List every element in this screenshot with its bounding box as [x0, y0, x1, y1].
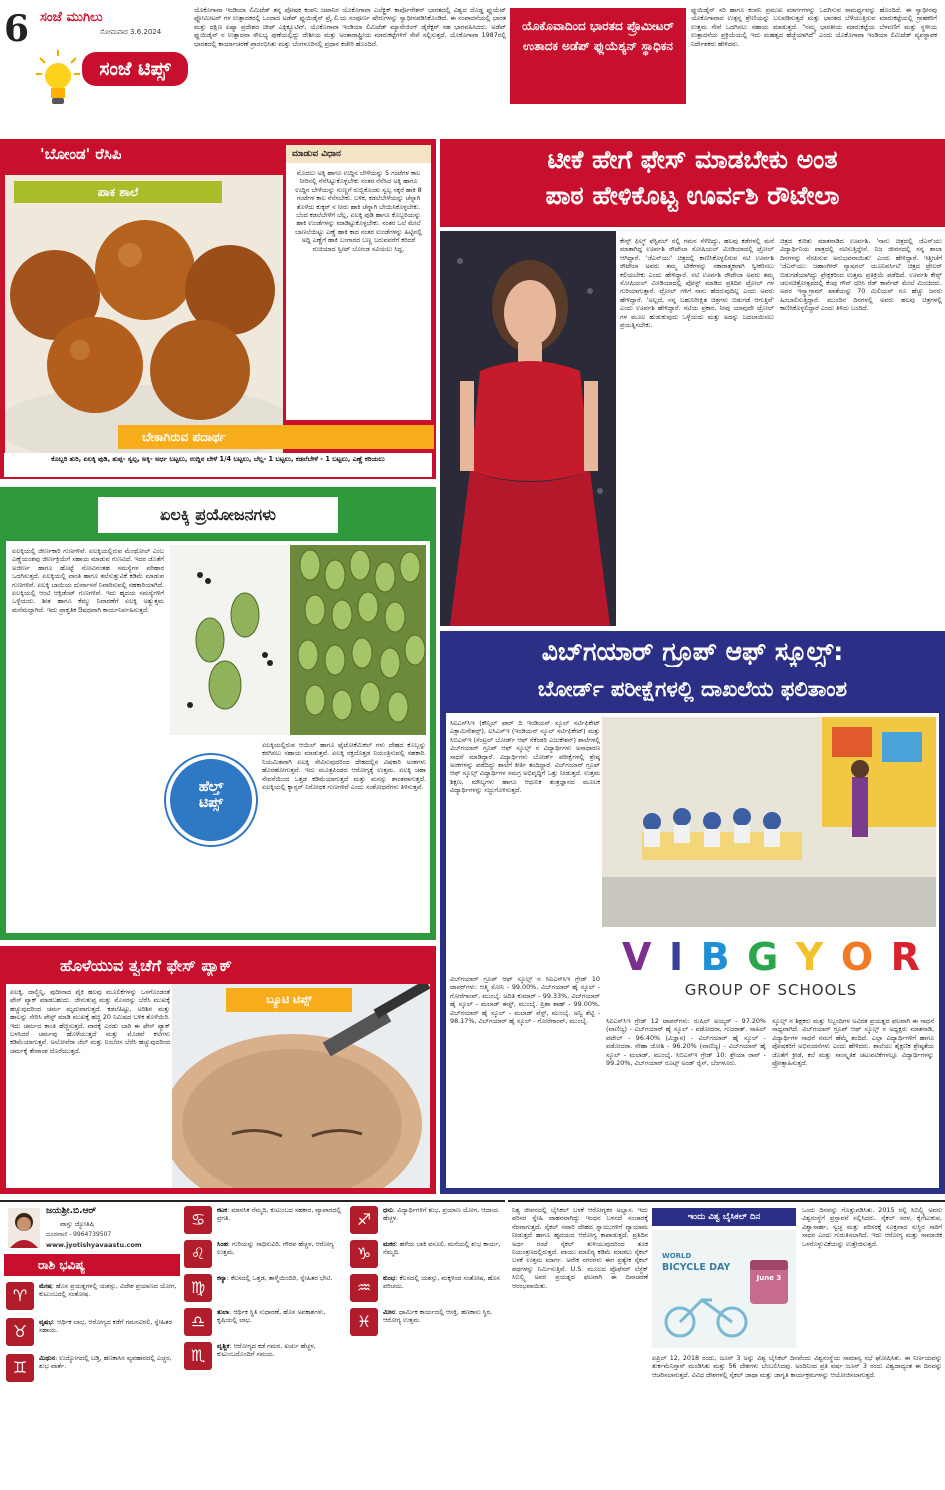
bicycle-col2b: ಏಪ್ರಿಲ್ 12, 2018 ರಂದು, ಜೂನ್ 3 ಅನ್ನು ವಿಶ್ವ ಬೈಸಿಕಲ್ ದಿನವೆಂದು ವಿಶ್ವಸಂಸ್ಥೆಯ ಸಾಮಾನ್ಯ ಸಭೆ ಘೋಷಿಸಿತು. ಈ ನಿರ್ಣಯವನ್ನು ತುರ್ಕಮೆನಿಸ್ತಾನ್ ಮಂಡಿಸಿತು ಮತ್ತು 56 ದೇಶಗಳು ಬೆಂಬಲಿಸಿದವು. ಅಂದಿನಿಂದ ಪ್ರತಿ ವರ್ಷ ಜೂನ್ 3 ರಂದು ವಿಶ್ವದಾದ್ಯಂತ ಈ ದಿನವನ್ನು ಆಚರಿಸಲಾಗುತ್ತದೆ. ವಿವಿಧ ದೇಶಗಳಲ್ಲಿ ಸೈಕಲ್ ಜಾಥಾ ಮತ್ತು ಜಾಗೃತಿ ಕಾರ್ಯಕ್ರಮಗಳನ್ನು ಆಯೋಜಿಸಲಾಗುತ್ತದೆ.: [652, 1354, 942, 1379]
vibgyor-logo: [606, 935, 936, 1011]
bicycle-day-section: [508, 1200, 945, 1490]
rashi-separator: :: [229, 1308, 234, 1316]
vibgyor-headline-2: ಬೋರ್ಡ್ ಪರೀಕ್ಷೆಗಳಲ್ಲಿ ದಾಖಲೆಯ ಫಲಿತಾಂಶ: [537, 677, 848, 701]
zodiac-icon: ♈: [6, 1282, 34, 1310]
rashi-separator: :: [227, 1206, 232, 1214]
rashi-entry: [184, 1308, 346, 1336]
poster-title: BICYCLE DAY: [662, 1262, 731, 1273]
rashi-name: ಕಟಕ: [217, 1206, 228, 1214]
rashi-body: [39, 1282, 180, 1299]
top-story-col1: ಯೊಕೊಗಾವಾ ಇಂಡಿಯಾ ಲಿಮಿಟೆಡ್ ತನ್ನ ಪೋಷಕ ಕಂಪನಿ ಜಪಾನಿನ ಯೊಕೊಗಾವಾ ಎಲೆಕ್ಟ್ರಿಕ್ ಕಾರ್ಪೊರೇಶನ್ ಭಾರತದಲ್ಲಿ ವಿಶ್ವದ ದೊಡ್ಡ ಫ್ಲುಯೆಟ್ ಫ್ಲೋಮೀಟರ್ ಗಳ ಉತ್ಪಾದಕರಲ್ಲಿ ಒಂದಾದ ಅಡೆಪ್ ಫ್ಲುಯಿಡೈನ್ ಪ್ರೈ.ಲಿ.ಯ ಸಂಪೂರ್ಣ ಷೇರುಗಳನ್ನು ಸ್ವಾಧೀನಪಡಿಸಿಕೊಂಡಿದೆ. ಈ ಸಂಪಾದನೆಯಲ್ಲಿ ಭಾರತ ಮತ್ತು ದಕ್ಷಿಣ ಏಷ್ಯಾ ಪ್ರದೇಶದ ಚೀಫ್ ಎಕ್ಸಿಕ್ಯೂಟಿವ್, ಯೊಕೊಗಾವಾ ಇಂಡಿಯಾ ಲಿಮಿಟೆಡ್ ಮ್ಯಾನೇಜಿಂಗ್ ಡೈರೆಕ್ಟರ್ ಸಹ ಭಾಗವಹಿಸಿದರು. ಅಡೆಪ್ ಫ್ಲುಯಿಡೈನ್ ನ ಉತ್ಪಾದನಾ ಸೌಲಭ್ಯ ಪುಣೆಯಲ್ಲಿದ್ದು ದೇಶೀಯ ಮತ್ತು ಅಂತಾರಾಷ್ಟ್ರೀಯ ಮಾರುಕಟ್ಟೆಗಳಿಗೆ ಸೇವೆ ಸಲ್ಲಿಸುತ್ತದೆ. ಯೊಕೊಗಾವಾ 1987ರಲ್ಲಿ ಭಾರತದಲ್ಲಿ ಕಾರ್ಯಾಚರಣೆ ಪ್ರಾರಂಭಿಸಿತು ಮತ್ತು ಬೆಂಗಳೂರಿನಲ್ಲಿ ಪ್ರಧಾನ ಕಚೇರಿ ಹೊಂದಿದೆ.: [194, 6, 506, 48]
bonda-image: [5, 175, 283, 457]
rashi-body: [217, 1206, 346, 1223]
bicycle-col2a: ಒಂದು ದಿನವನ್ನು ಗೊತ್ತುಪಡಿಸಿತು. 2015 ರಲ್ಲಿ ಸಿಬಿಲ್ಸ್ಕಿ ಅವರು ವಿಶ್ವಸಂಸ್ಥೆಗೆ ಪ್ರಸ್ತಾವನೆ ಸಲ್ಲಿಸಿದರು. ಸೈಕಲ್ ಸರಳ, ಕೈಗೆಟುಕುವ, ವಿಶ್ವಾಸಾರ್ಹ, ಸ್ವಚ್ಛ ಮತ್ತು ಪರಿಸರಕ್ಕೆ ಸೂಕ್ತವಾದ ಸುಸ್ಥಿರ ಸಾರಿಗೆ ಸಾಧನ ಎಂದು ಗುರುತಿಸಲಾಗಿದೆ. ಇದು ಆರೋಗ್ಯ ಮತ್ತು ಸಾಮಾಜಿಕ ಒಳಗೊಳ್ಳುವಿಕೆಯನ್ನು ಉತ್ತೇಜಿಸುತ್ತದೆ.: [802, 1206, 942, 1248]
urvashi-headline-box: [440, 139, 945, 227]
rashi-body: [39, 1318, 180, 1335]
health-badge-line1: ಹೆಲ್ತ್: [198, 779, 224, 795]
health-badge-line2: ಟಿಪ್ಸ್: [199, 795, 223, 811]
vibgyor-col3: ಸ್ಕೂಲ್ಸ್ ನ ಶಿಕ್ಷಕರು ಮತ್ತು ಸಿಬ್ಬಂದಿಗಳ ಅವಿರತ ಪ್ರಯತ್ನದ ಫಲವಾಗಿ ಈ ಸಾಧನೆ ಸಾಧ್ಯವಾಗಿದೆ. ವಿಬ್‌ಗಯಾರ್ ಗ್ರೂಪ್ ಆಫ್ ಸ್ಕೂಲ್ಸ್ ನ ಅಧ್ಯಕ್ಷರು ಮಾತನಾಡಿ, ವಿದ್ಯಾರ್ಥಿಗಳ ಸಾಧನೆ ನಮಗೆ ಹೆಮ್ಮೆ ತಂದಿದೆ. ಎಲ್ಲಾ ವಿದ್ಯಾರ್ಥಿಗಳಿಗೆ ಹಾಗೂ ಪೋಷಕರಿಗೆ ಅಭಿನಂದನೆಗಳು ಎಂದು ಹೇಳಿದರು. ಶಾಲೆಯು ಶೈಕ್ಷಣಿಕ ಶ್ರೇಷ್ಠತೆಯ ಜೊತೆಗೆ ಕ್ರೀಡೆ, ಕಲೆ ಮತ್ತು ಸಾಂಸ್ಕೃತಿಕ ಚಟುವಟಿಕೆಗಳಲ್ಲೂ ವಿದ್ಯಾರ್ಥಿಗಳನ್ನು ಪ್ರೋತ್ಸಾಹಿಸುತ್ತದೆ.: [772, 1017, 934, 1068]
urvashi-headline-2: ಪಾಠ ಹೇಳಿಕೊಟ್ಟ ಊರ್ವಶಿ ರೌಟೇಲಾ: [545, 181, 840, 210]
poster-date: June 3: [756, 1274, 782, 1282]
zodiac-icon: ♓: [350, 1308, 378, 1336]
recipe-tag: ಪಾಕ ಶಾಲೆ: [14, 181, 222, 203]
top-story: [194, 6, 940, 133]
bicycle-poster: [652, 1230, 796, 1348]
health-tips-badge: [166, 755, 256, 845]
rashi-text: ಗುರಿಯನ್ನು ಸಾಧಿಸುವಿರಿ, ಗೌರವ ಹೆಚ್ಚಳ, ಆರೋಗ್ಯ ಉತ್ತಮ.: [217, 1240, 334, 1257]
rashi-text: ಆರ್ಥಿಕ ಲಾಭ, ಆರೋಗ್ಯದ ಕಡೆಗೆ ಗಮನವಿರಲಿ, ಸ್ನೇಹಿತರ ಸಹಾಯ.: [39, 1318, 172, 1335]
facepack-body: [6, 984, 430, 1188]
cardamom-col1: ಏಲಕ್ಕಿಯಲ್ಲಿ ಜೀರ್ಣಕಾರಿ ಗುಣಗಳಿವೆ. ಏಲಕ್ಕಿಯಲ್ಲಿರುವ ಮೆಂಥೋಲ್ ಎಂಬ ಎಣ್ಣೆಯಂಶವು ಜೀರ್ಣಕ್ರಿಯೆಗೆ ಸಹಾಯ ಮಾಡುವ ಗುಣವಿದೆ. ಇದರ ಜೊತೆಗೆ ಅಜೀರ್ಣ ಹಾಗೂ ಹೊಟ್ಟೆ ನೋವಿನಂತಹ ಸಮಸ್ಯೆಗಳ ಪರಿಹಾರ ಒದಗಿಸುತ್ತದೆ. ಏಲಕ್ಕಿಯಲ್ಲಿ ವಾಂತಿ ಹಾಗೂ ತಲೆಸುತ್ತುವಿಕೆ ಕಡಿಮೆ ಮಾಡುವ ಗುಣಗಳಿವೆ. ಏಲಕ್ಕಿ ಬಾಯಿಯ ದುರ್ವಾಸನೆ ನಿವಾರಿಸುವಲ್ಲಿ ಸಹಕಾರಿಯಾಗಿದೆ. ಏಲಕ್ಕಿಯಲ್ಲಿ ಆಂಟಿ ಆಕ್ಸಿಡೆಂಟ್ ಗುಣಗಳಿವೆ. ಇದು ಹೃದಯ ಸಮಸ್ಯೆಗಳಿಗೆ ಒಳ್ಳೆಯದು. ಶೀತ ಹಾಗೂ ಕೆಮ್ಮು ನಿವಾರಣೆಗೆ ಏಲಕ್ಕಿ ಅತ್ಯುತ್ತಮ ಮನೆಮದ್ದಾಗಿದೆ. ಇದು ಪ್ರಾಕೃತಿಕ ಔಷಧವಾಗಿ ಕಾರ್ಯನಿರ್ವಹಿಸುತ್ತದೆ.: [12, 547, 164, 614]
cardamom-section: [0, 487, 436, 940]
urvashi-headline-1: ಟೀಕೆ ಹೇಗೆ ಫೇಸ್ ಮಾಡಬೇಕು ಅಂತ: [547, 145, 838, 174]
rashi-separator: :: [394, 1308, 399, 1316]
page-number: 6: [4, 8, 30, 50]
ingredients-text: ಕೊಬ್ಬರಿ ತುರಿ, ಏಲಕ್ಕಿ ಪುಡಿ, ತುಪ್ಪ- ಸ್ವಲ್ಪ, ಅಕ್ಕಿ- ಅರ್ಧ ಬಟ್ಟಲು, ಉದ್ದಿನ ಬೇಳೆ 1/4 ಬಟ್ಟಲು, ಬೆಲ್ಲ- 1 ಬಟ್ಟಲು, ಕಡಲೆಬೇಳೆ - 1 ಬಟ್ಟಲು, ಎಣ್ಣೆ ಕರಿಯಲು: [4, 453, 432, 477]
urvashi-col2: ಚಿತ್ರದ ಕುರಿತು ಮಾತನಾಡಿದ ಊರ್ವಶಿ, 'ನಾನು ಚಿತ್ರದಲ್ಲಿ ಜೆಎನ್‌ಯು ವಿದ್ಯಾರ್ಥಿನಿಯ ಪಾತ್ರದಲ್ಲಿ ನಟಿಸುತ್ತಿದ್ದೇನೆ. ನಿಜ ಜೀವನದಲ್ಲಿ ನನ್ನ ಶಾಲಾ ದಿನಗಳನ್ನು ನೆನಪಿಸುವ ಅನುಭವವಾಯಿತು' ಎಂದು ಹೇಳಿದ್ದಾರೆ. ಇತ್ತೀಚೆಗೆ 'ಜೆಎನ್‌ಯು: ಜಹಾಂಗೀರ್ ನ್ಯಾಷನಲ್ ಯೂನಿವರ್ಸಿಟಿ' ಚಿತ್ರದ ಟ್ರೇಲರ್ ಬಿಡುಗಡೆಯಾಗಿದ್ದು ಪ್ರೇಕ್ಷಕರಿಂದ ಉತ್ತಮ ಪ್ರತಿಕ್ರಿಯೆ ಪಡೆದಿದೆ. ಊರ್ವಶಿ ಕೇನ್ಸ್ ಚಲನಚಿತ್ರೋತ್ಸವದಲ್ಲಿ ಕೆಂಪು ಗೌನ್ ಧರಿಸಿ ರೆಡ್ ಕಾರ್ಪೆಟ್ ಮೇಲೆ ಮಿಂಚಿದರು. ಅವರ ಇನ್ಸ್ಟಾಗ್ರಾಮ್ ಖಾತೆಯನ್ನು 70 ಮಿಲಿಯನ್ ಗೂ ಹೆಚ್ಚು ಜನರು ಹಿಂಬಾಲಿಸುತ್ತಿದ್ದಾರೆ. ಮುಂದಿನ ದಿನಗಳಲ್ಲಿ ಅವರು ಹಲವು ಚಿತ್ರಗಳಲ್ಲಿ ಕಾಣಿಸಿಕೊಳ್ಳಲಿದ್ದಾರೆ ಎಂದು ತಿಳಿದು ಬಂದಿದೆ.: [780, 237, 942, 313]
rashi-separator: :: [51, 1282, 56, 1290]
urvashi-photo: [440, 231, 616, 626]
cardamom-body: [6, 541, 430, 933]
rashi-text: ಧಾರ್ಮಿಕ ಕಾರ್ಯದಲ್ಲಿ ಆಸಕ್ತಿ, ಹಣಕಾಸು ಸ್ಥಿರ, ಆರೋಗ್ಯ ಉತ್ತಮ.: [383, 1308, 493, 1325]
astrologer-role: ವಾಸ್ತು ಜ್ಯೋತಿಷಿ: [60, 1220, 95, 1228]
rashi-entry: [184, 1240, 346, 1268]
rashi-text: ವಿದ್ಯಾರ್ಥಿಗಳಿಗೆ ಶುಭ, ಪ್ರಯಾಣ ಯೋಗ, ಆದಾಯ ಹೆಚ್ಚಳ.: [383, 1206, 499, 1223]
bicycle-col1: ನಿತ್ಯ ಜೀವನದಲ್ಲಿ ಬೈಸಿಕಲ್ ಬಳಕೆ ಆರೋಗ್ಯಕರ ಅಭ್ಯಾಸ. ಇದು ಪರಿಸರ ಸ್ನೇಹಿ ವಾಹನವಾಗಿದ್ದು ಇಂಧನ ಬಳಸದೆ ಸಂಚಾರಕ್ಕೆ ನೆರವಾಗುತ್ತದೆ. ಸೈಕಲ್ ಸವಾರಿ ದೇಹದ ಸ್ನಾಯುಗಳಿಗೆ ವ್ಯಾಯಾಮ ನೀಡುತ್ತದೆ ಹಾಗೂ ಹೃದಯದ ಆರೋಗ್ಯ ಕಾಪಾಡುತ್ತದೆ. ಪ್ರತಿದಿನ ಅರ್ಧ ಗಂಟೆ ಸೈಕಲ್ ತುಳಿಯುವುದರಿಂದ ತೂಕ ನಿಯಂತ್ರಣದಲ್ಲಿರುತ್ತದೆ. ವಾಯು ಮಾಲಿನ್ಯ ಕಡಿಮೆ ಮಾಡಲು ಸೈಕಲ್ ಬಳಕೆ ಉತ್ತಮ ಮಾರ್ಗ. ಅನೇಕ ನಗರಗಳು ಈಗ ಪ್ರತ್ಯೇಕ ಸೈಕಲ್ ಪಥಗಳನ್ನು ನಿರ್ಮಿಸುತ್ತಿವೆ. U.S. ಮೂಲದ ಪ್ರೊಫೆಸರ್ ಲೆಸ್ಜೆಕ್ ಸಿಬಿಲ್ಸ್ಕಿ ಅವರ ಪ್ರಯತ್ನದ ಫಲವಾಗಿ ಈ ದಿನಾಚರಣೆ ಆರಂಭವಾಯಿತು.: [512, 1206, 648, 1290]
rashi-entry: [184, 1342, 346, 1370]
method-text: ಮೊದಲು ಅಕ್ಕಿ ಹಾಗೂ ಉದ್ದಿನ ಬೇಳೆಯನ್ನು 5 ಗಂಟೆಗಳ ಕಾಲ ನೀರಿನಲ್ಲಿ ನೆನೆಸಿಟ್ಟುಕೊಳ್ಳಬೇಕು ನಂತರ ನೆನೆಸಿದ ಅಕ್ಕಿ ಹಾಗೂ ಉದ್ದಿನ ಬೇಳೆಯನ್ನು ನುಣ್ಣಗೆ ರುಬ್ಬಿಕೊಂಡು ಸ್ವಲ್ಪ ಸಕ್ಕರೆ ಹಾಕಿ 8 ಗಂಟೆಗಳ ಕಾಲ ನೆನೆಸಬೇಕು. ಬಳಿಕ, ಕಡಲೆಬೇಳೆಯನ್ನು ಚೆನ್ನಾಗಿ ತೊಳೆದು ಕುಕ್ಕರ್ ನ ನೀರು ಹಾಕಿ ಚೆನ್ನಾಗಿ ಬೇಯಿಸಿಕೊಳ್ಳಬೇಕು. ಬೆಂದ ಕಡಲೆಬೇಳೆಗೆ ಬೆಲ್ಲ, ಏಲಕ್ಕಿ ಪುಡಿ ಹಾಗೂ ಕೊಬ್ಬರಿಯನ್ನು ಹಾಕಿ ಉಂಡೆಗಳನ್ನು ಮಾಡಿಟ್ಟುಕೊಳ್ಳಬೇಕು. ನಂತರ ಒಲೆ ಮೇಲೆ ಬಾಣಲೆಯಿಟ್ಟು ಎಣ್ಣೆ ಹಾಕಿ ಕಾದ ನಂತರ ಉಂಡೆಗಳನ್ನು ಹಿಟ್ಟಿನಲ್ಲಿ ಅದ್ದಿ ಎಣ್ಣೆಗೆ ಹಾಕಿ ಬಂಗಾರದ ಬಣ್ಣ ಬರುವವರೆಗೆ ಕರಿದರೆ ರುಚಿಯಾದ ಸ್ವೀಟ್ ಬೋಂಡ ಸವಿಯಲು ಸಿದ್ಧ.: [295, 169, 422, 253]
urvashi-col1: ಕೇನ್ಸ್ ಫಿಲ್ಮ್ ಫೆಸ್ಟಿವಲ್ ನಲ್ಲಿ ಗಮನ ಸೆಳೆದಿದ್ದು, ಹಲವು ಕಡೆಗಳಲ್ಲಿ ಮನೆ ಮಾತಾಗಿದ್ದ ಊರ್ವಶಿ ರೌಟೇಲಾ ಸೋಷಿಯಲ್ ಮೀಡಿಯಾದಲ್ಲಿ ಟ್ರೋಲ್ ಆಗಿದ್ದಾರೆ. 'ಜೆಎನ್‌ಯು' ಚಿತ್ರದಲ್ಲಿ ಕಾಣಿಸಿಕೊಳ್ಳಲಿರುವ ನಟಿ ಊರ್ವಶಿ ರೌಟೇಲಾ ಅವರು ತಮ್ಮ ಟೀಕೆಗಳನ್ನು ಸಕಾರಾತ್ಮಕವಾಗಿ ಸ್ವೀಕರಿಸಲು ಕಲಿಯಬೇಕು ಎಂದು ಹೇಳಿದ್ದಾರೆ. ನಟಿ ಊರ್ವಶಿ ರೌಟೇಲಾ ಅವರು ತಮ್ಮ ಸೋಷಿಯಲ್ ಮೀಡಿಯಾದಲ್ಲಿ ಪೋಸ್ಟ್ ಮಾಡಿದ ಪ್ರತಿದಿನ ಟ್ರೋಲ್ ಗಳ ಗುರಿಯಾಗುತ್ತಾರೆ. ಟ್ರೋಲ್ ಗಳಿಗೆ ನಾನು ಹೆದರುವುದಿಲ್ಲ ಎಂದು ಅವರು ಹೇಳಿದ್ದಾರೆ. 'ಅಲ್ಲದೆ, ನನ್ನ ಬಹುನಿರೀಕ್ಷಿತ ಚಿತ್ರಗಳು ಬಿಡುಗಡೆ ಆಗುತ್ತಿವೆ' ಎಂದು ಊರ್ವಶಿ ಹೇಳಿದ್ದಾರೆ. ನಟಿಯ ಪ್ರಕಾರ, ನೀವು ಯಾವುದೇ ಟ್ರೋಲ್ ಗಳ ಮೂಲ ಹುಡುಕುವುದು ಒಳ್ಳೆಯದು ಮತ್ತು ಅದನ್ನು ಬದಲಾಯಿಸಲು ಪ್ರಯತ್ನಿಸಬೇಕು.: [620, 237, 774, 330]
rashi-body: [39, 1354, 180, 1371]
vibgyor-logo-letters: [606, 935, 936, 979]
zodiac-icon: ♍: [184, 1274, 212, 1302]
rashi-separator: :: [227, 1240, 233, 1248]
zodiac-icon: ♉: [6, 1318, 34, 1346]
top-story-col2: ಫ್ಲುಯಿಡೈನ್ ಸರಿ ಹಾಗೂ ಕಂಪನಿ ಪ್ರಮುಖ ಮಾರ್ಗಗಳನ್ನು ಒದಗಿಸುವ ಸಾಮರ್ಥ್ಯವನ್ನು ಹೊಂದಿದೆ. ಈ ಸ್ವಾಧೀನವು ಯೊಕೊಗಾವಾದ ಉತ್ಪನ್ನ ಶ್ರೇಣಿಯನ್ನು ಬಲಪಡಿಸುತ್ತದೆ ಮತ್ತು ಭಾರತದ ಬೆಳೆಯುತ್ತಿರುವ ಮಾರುಕಟ್ಟೆಯಲ್ಲಿ ಗ್ರಾಹಕರಿಗೆ ಉತ್ತಮ ಸೇವೆ ಒದಗಿಸಲು ಸಹಾಯ ಮಾಡುತ್ತದೆ. "ನಮ್ಮ ಭಾರತೀಯ ಮಾರುಕಟ್ಟೆಯ ಬೆಳವಣಿಗೆ ಮತ್ತು ಸ್ಥಳೀಯ ಉತ್ಪಾದನೆಯ ಪ್ರಕ್ರಿಯೆಯಲ್ಲಿ ಇದು ಮಹತ್ವದ ಹೆಜ್ಜೆಯಾಗಿದೆ" ಎಂದು ಯೊಕೊಗಾವಾ ಇಂಡಿಯಾ ಲಿಮಿಟೆಡ್ ವ್ಯವಸ್ಥಾಪಕ ನಿರ್ದೇಶಕರು ಹೇಳಿದರು.: [691, 6, 937, 48]
vibgyor-photo: [602, 717, 936, 927]
rashi-name: ವೃಶ್ಚಿಕ: [217, 1342, 230, 1350]
rashi-name: ವೃಷಭ: [39, 1318, 53, 1326]
rashi-entry: [6, 1318, 180, 1346]
method-panel: [286, 145, 431, 420]
zodiac-icon: ♐: [350, 1206, 378, 1234]
rashi-name: ಸಿಂಹ: [217, 1240, 228, 1248]
zodiac-icon: ♌: [184, 1240, 212, 1268]
astrologer-avatar: [8, 1208, 40, 1248]
bulb-icon: [36, 50, 80, 108]
masthead: [0, 0, 192, 133]
facepack-image: [172, 984, 430, 1188]
rashi-text: ಕೆಲಸದಲ್ಲಿ ಯಶಸ್ಸು, ಮಕ್ಕಳಿಂದ ಸಂತೋಷ, ಹೊಸ ಪರಿಚಯ.: [383, 1274, 500, 1291]
rashi-text: ಕೆಲಸದಲ್ಲಿ ಒತ್ತಡ, ತಾಳ್ಮೆಯಿಂದಿರಿ, ಸ್ನೇಹಿತರ ಭೇಟಿ.: [230, 1274, 333, 1282]
recipe-photo: [5, 175, 283, 457]
zodiac-icon: ♏: [184, 1342, 212, 1370]
rashi-name: ಮಿಥುನ: [39, 1354, 56, 1362]
rashi-text: ಹೊಸ ಪ್ರಯತ್ನಗಳಲ್ಲಿ ಯಶಸ್ಸು, ವಿದೇಶ ಪ್ರಯಾಣದ ಯೋಗ, ಕುಟುಂಬದಲ್ಲಿ ಸಂತೋಷ.: [39, 1282, 177, 1299]
cardamom-col2: ಏಲಕ್ಕಿಯಲ್ಲಿರುವ ಆಯಿಲ್ ಹಾಗೂ ಫೈಟೋಕೆಮಿಕಲ್ ಗಳು ದೇಹದ ಕೊಬ್ಬನ್ನು ಕರಗಿಸಲು ಸಹಾಯ ಮಾಡುತ್ತವೆ. ಏಲಕ್ಕಿ ರಕ್ತದೊತ್ತಡ ನಿಯಂತ್ರಿಸುವಲ್ಲಿ ಸಹಕಾರಿ. ನಿಯಮಿತವಾಗಿ ಏಲಕ್ಕಿ ಸೇವಿಸುವುದರಿಂದ ದೇಹದಲ್ಲಿನ ವಿಷಕಾರಿ ಅಂಶಗಳು ಹೊರಹೋಗುತ್ತವೆ. ಇದು ಮೂತ್ರಪಿಂಡದ ಆರೋಗ್ಯಕ್ಕೆ ಉತ್ತಮ. ಏಲಕ್ಕಿ ಚಹಾ ಸೇವನೆಯಿಂದ ಒತ್ತಡ ಕಡಿಮೆಯಾಗುತ್ತದೆ ಮತ್ತು ಮನಸ್ಸು ಶಾಂತವಾಗುತ್ತದೆ. ಏಲಕ್ಕಿಯಲ್ಲಿ ಕ್ಯಾನ್ಸರ್ ನಿರೋಧಕ ಗುಣಗಳಿವೆ ಎಂದು ಸಂಶೋಧನೆಗಳು ತಿಳಿಸುತ್ತವೆ.: [262, 741, 426, 792]
rashi-body: [217, 1240, 346, 1257]
astrologer-phone: ದೂರವಾಣಿ - 9964739507: [46, 1231, 112, 1238]
zodiac-icon: ♋: [184, 1206, 212, 1234]
rashi-entry: [350, 1240, 502, 1268]
vibgyor-body: [446, 713, 939, 1188]
rashi-name: ತುಲಾ: [217, 1308, 230, 1316]
rashi-name: ಕನ್ಯಾ: [217, 1274, 227, 1282]
logo-letter-i: I: [668, 935, 684, 979]
rashi-right-col: [350, 1206, 502, 1490]
bicycle-icon: [652, 1230, 796, 1348]
vibgyor-results-2: ಸಿಐಎಸ್‌ಸಿಇ ಗ್ರೇಡ್ 12 ಟಾಪರ್‌ಗಳು: ರುಷಿಲ್ ಅಯ್ಯರ್ - 97.20% (ವಾಣಿಜ್ಯ) - ವಿಬ್‌ಗಯಾರ್ ಹೈ ಸ್ಕೂಲ್ - ವಡೋದರಾ, ಗುಜರಾತ್. ಸಾಹಿಲ್ ಪಟೇಲ್ - 96.40% (ವಿಜ್ಞಾನ) - ವಿಬ್‌ಗಯಾರ್ ಹೈ ಸ್ಕೂಲ್ - ವಡೋದರಾ. ನೇಹಾ ಜೋಶಿ - 96.20% (ವಾಣಿಜ್ಯ) - ವಿಬ್‌ಗಯಾರ್ ಹೈ ಸ್ಕೂಲ್ - ಮಲಾಡ್, ಮುಂಬೈ. ಸಿಬಿಎಸ್‌ಇ ಗ್ರೇಡ್ 10: ಶ್ರೇಯಾ ರಾವ್ - 99.20%, ವಿಬ್‌ಗಯಾರ್ ರೂಟ್ಸ್ ಅಂಡ್ ರೈಸ್, ಬೆಂಗಳೂರು.: [606, 1017, 766, 1068]
issue-date: ಸೋಮವಾರ 3.6.2024: [100, 28, 162, 36]
cardamom-image: [170, 545, 426, 735]
rashi-entry: [184, 1274, 346, 1302]
recipe-section: [0, 139, 436, 479]
logo-letter-o: O: [840, 935, 874, 979]
zodiac-icon: ♊: [6, 1354, 34, 1382]
zodiac-icon: ♎: [184, 1308, 212, 1336]
logo-letter-r: R: [890, 935, 920, 979]
zodiac-icon: ♒: [350, 1274, 378, 1302]
rashi-title: ರಾಶಿ ಭವಿಷ್ಯ: [4, 1254, 180, 1276]
vibgyor-logo-sub: GROUP OF SCHOOLS: [684, 981, 858, 999]
rashi-body: [383, 1206, 502, 1223]
rashi-middle-col: [184, 1206, 346, 1490]
rashi-text: ಮಾನಸಿಕ ನೆಮ್ಮದಿ, ಕುಟುಂಬದ ಸಹಕಾರ, ವ್ಯಾಪಾರದಲ್ಲಿ ಪ್ರಗತಿ.: [217, 1206, 342, 1223]
rashi-body: [217, 1308, 346, 1325]
zodiac-icon: ♑: [350, 1240, 378, 1268]
bicycle-title: ಇಂದು ವಿಶ್ವ ಬೈಸಿಕಲ್ ದಿನ: [652, 1208, 796, 1226]
astrologer-web: www.jyotishyavaastu.com: [46, 1241, 142, 1249]
rashi-entry: [350, 1206, 502, 1234]
facepack-section: [0, 946, 436, 1194]
rashi-body: [383, 1274, 502, 1291]
beauty-tips-tag: ಬ್ಯೂಟಿ ಟಿಪ್ಸ್: [226, 988, 352, 1012]
rashi-text: ಆರ್ಥಿಕ ಸ್ಥಿತಿ ಸುಧಾರಣೆ, ಹೊಸ ಅವಕಾಶಗಳು, ಕೃಷಿಯಲ್ಲಿ ಲಾಭ.: [217, 1308, 326, 1325]
rashi-name: ಮೇಷ: [39, 1282, 52, 1290]
rashi-entry: [184, 1206, 346, 1234]
cardamom-title-box: [98, 497, 338, 533]
facepack-text: ಏಲಕ್ಕಿ, ದಾಲ್ಚಿನ್ನಿ, ಪುದೀನಾದ ಪೈಕಿ ಹಲವು ಮೂಲಿಕೆಗಳನ್ನು ಒಳಗೊಂಡಂತೆ ಫೇಸ್ ಪ್ಯಾಕ್ ಮಾಡಬಹುದು. ಜೇನುತುಪ್ಪ ಮತ್ತು ಮೊಸರನ್ನು ಬೆರೆಸಿ ಮುಖಕ್ಕೆ ಹಚ್ಚುವುದರಿಂದ ಚರ್ಮ ಮೃದುವಾಗುತ್ತದೆ. ಕಡಲೆಹಿಟ್ಟು, ಅರಿಶಿನ ಮತ್ತು ಹಾಲನ್ನು ಸೇರಿಸಿ ಪೇಸ್ಟ್ ಮಾಡಿ ಮುಖಕ್ಕೆ ಹಚ್ಚಿ 20 ನಿಮಿಷದ ಬಳಿಕ ತೊಳೆಯಿರಿ. ಇದು ಚರ್ಮದ ಕಾಂತಿ ಹೆಚ್ಚಿಸುತ್ತದೆ. ವಾರಕ್ಕೆ ಎರಡು ಬಾರಿ ಈ ಫೇಸ್ ಪ್ಯಾಕ್ ಬಳಸಿದರೆ ಚರ್ಮವು ಹೊಳೆಯುತ್ತದೆ ಮತ್ತು ಮೊಡವೆ ಕಲೆಗಳು ಕಡಿಮೆಯಾಗುತ್ತವೆ. ಅಲೋವೆರಾ ಜೆಲ್ ಮತ್ತು ನಿಂಬೆರಸ ಬೆರೆಸಿ ಹಚ್ಚುವುದರಿಂದ ಚರ್ಮಕ್ಕೆ ತೇವಾಂಶ ದೊರೆಯುತ್ತದೆ.: [10, 988, 170, 1055]
urvashi-section: [440, 139, 945, 626]
rashi-text: ಹಳೆಯ ಬಾಕಿ ವಸೂಲಿ, ಮನೆಯಲ್ಲಿ ಶುಭ ಕಾರ್ಯ, ನೆಮ್ಮದಿ.: [383, 1240, 501, 1257]
facepack-title: ಹೊಳೆಯುವ ತ್ವಚೆಗೆ ಫೇಸ್ ಪ್ಯಾಕ್: [60, 956, 232, 975]
rashi-body: [217, 1274, 346, 1282]
top-story-headline-box: [510, 8, 686, 104]
vibgyor-section: [440, 631, 945, 1194]
logo-letter-g: G: [747, 935, 779, 979]
section-badge: [82, 52, 188, 120]
rashi-name: ಕುಂಭ: [383, 1274, 396, 1282]
rashi-body: [217, 1342, 346, 1359]
rashi-separator: :: [52, 1318, 57, 1326]
rashi-text: ಉದ್ಯೋಗದಲ್ಲಿ ಬಡ್ತಿ, ಹಣಕಾಸಿನ ವ್ಯವಹಾರದಲ್ಲಿ ಎಚ್ಚರ, ಶುಭ ವಾರ್ತೆ.: [39, 1354, 172, 1371]
rashi-text: ಆರೋಗ್ಯದ ಕಡೆ ಗಮನ, ಖರ್ಚು ಹೆಚ್ಚಳ, ಕುಟುಂಬದೊಂದಿಗೆ ಸಮಯ.: [217, 1342, 316, 1359]
rashi-left-col: [6, 1282, 180, 1490]
rashi-separator: :: [395, 1240, 400, 1248]
rashi-body: [383, 1308, 502, 1325]
vibgyor-results-1: ವಿಬ್‌ಗಯಾರ್ ಗ್ರೂಪ್ ಆಫ್ ಸ್ಕೂಲ್ಸ್ ನ ಸಿಐಎಸ್‌ಸಿಇ ಗ್ರೇಡ್ 10 ಟಾಪರ್‌ಗಳು: ಆತ್ಮಿ ಸೋನಿ - 99.00%, ವಿಬ್‌ಗಯಾರ್ ಹೈ ಸ್ಕೂಲ್ - ಗೋರೆಗಾಂವ್, ಮುಂಬೈ. ಅದಿತಿ ಕುಮಾರ್ - 99.33%, ವಿಬ್‌ಗಯಾರ್ ಹೈ ಸ್ಕೂಲ್ - ಮಲಾಡ್ ಈಸ್ಟ್, ಮುಂಬೈ. ಪ್ರಿಶಾ ಶಾಹ್ - 99.00%, ವಿಬ್‌ಗಯಾರ್ ಹೈ ಸ್ಕೂಲ್ - ಮಲಾಡ್ ವೆಸ್ಟ್, ಮುಂಬೈ. ಅನ್ವಿ ಶೆಟ್ಟಿ - 98.17%, ವಿಬ್‌ಗಯಾರ್ ಹೈ ಸ್ಕೂಲ್ - ಗೋರೆಗಾಂವ್, ಮುಂಬೈ.: [450, 975, 600, 1026]
rashi-separator: :: [55, 1354, 60, 1362]
recipe-title: 'ಬೋಂಡ' ರೆಸಿಪಿ: [40, 145, 122, 163]
rashi-separator: :: [226, 1274, 231, 1282]
logo-letter-b: B: [700, 935, 730, 979]
rashi-entry: [6, 1282, 180, 1310]
rashi-separator: :: [229, 1342, 234, 1350]
rashi-separator: :: [395, 1274, 400, 1282]
ingredients-title: ಬೇಕಾಗಿರುವ ಪದಾರ್ಥ: [118, 425, 434, 449]
vibgyor-col1: ಸಿಐಎಸ್‌ಸಿಇ (ಕೌನ್ಸಿಲ್ ಫಾರ್ ದಿ ಇಂಡಿಯನ್ ಸ್ಕೂಲ್ ಸರ್ಟಿಫಿಕೇಟ್ ಎಕ್ಸಾಮಿನೇಶನ್ಸ್), ಐಸಿಎಸ್‌ಇ (ಇಂಡಿಯನ್ ಸ್ಕೂಲ್ ಸರ್ಟಿಫಿಕೇಟ್) ಮತ್ತು ಸಿಬಿಎಸ್‌ಇ (ಸೆಂಟ್ರಲ್ ಬೋರ್ಡ್ ಆಫ್ ಸೆಕೆಂಡರಿ ಎಜುಕೇಶನ್) ಶಾಲೆಗಳಲ್ಲಿ ವಿಬ್‌ಗಯಾರ್ ಗ್ರೂಪ್ ಆಫ್ ಸ್ಕೂಲ್ಸ್ ನ ವಿದ್ಯಾರ್ಥಿಗಳು ಅಸಾಧಾರಣ ಸಾಧನೆ ಮಾಡಿದ್ದಾರೆ. ವಿದ್ಯಾರ್ಥಿಗಳು ಬೋರ್ಡ್ ಪರೀಕ್ಷೆಗಳಲ್ಲಿ ಶ್ರೇಷ್ಠ ಅಂಕಗಳನ್ನು ಪಡೆದಿದ್ದು ಶಾಲೆಗೆ ಕೀರ್ತಿ ತಂದಿದ್ದಾರೆ. ವಿಬ್‌ಗಯಾರ್ ಗ್ರೂಪ್ ಆಫ್ ಸ್ಕೂಲ್ಸ್ ವಿದ್ಯಾರ್ಥಿಗಳ ಸಮಗ್ರ ಅಭಿವೃದ್ಧಿಗೆ ಒತ್ತು ನೀಡುತ್ತದೆ. ಉತ್ತಮ ಶಿಕ್ಷಣ, ಮೌಲ್ಯಗಳು ಹಾಗೂ ಆಧುನಿಕ ತಂತ್ರಜ್ಞಾನದ ಮೂಲಕ ವಿದ್ಯಾರ್ಥಿಗಳನ್ನು ಸಜ್ಜುಗೊಳಿಸುತ್ತದೆ.: [450, 719, 600, 795]
rashi-name: ಮಕರ: [383, 1240, 396, 1248]
section-title: ಸಂಜೆ ಟಿಪ್ಸ್: [82, 52, 188, 86]
logo-letter-y: Y: [795, 935, 824, 979]
vibgyor-headline-1: ವಿಬ್‌ಗಯಾರ್ ಗ್ರೂಪ್ ಆಫ್ ಸ್ಕೂಲ್ಸ್:: [541, 637, 844, 666]
top-story-headline: ಯೊಕೊವಾದಿಂದ ಭಾರತದ ಪ್ರೊಮೀಟರ್ ಉತಾದಕ ಅಡೆಪ್ ಫ್ಲುಯೆಶ್ಯನ್ ಸ್ಥಾಧಿಕನ: [522, 19, 674, 53]
paper-name: [40, 6, 188, 24]
rashi-separator: :: [392, 1206, 398, 1214]
astrologer-name: ಜಯಶ್ರೀ.ಬಿ.ಆರ್: [46, 1206, 97, 1216]
rashi-name: ಧನು: [383, 1206, 393, 1214]
rashi-body: [383, 1240, 502, 1257]
logo-letter-v: V: [622, 935, 652, 979]
rashi-entry: [6, 1354, 180, 1382]
rashi-entry: [350, 1308, 502, 1336]
astrology-section: [0, 1200, 505, 1490]
rashi-name: ಮೀನ: [383, 1308, 395, 1316]
cardamom-title: ಏಲಕ್ಕಿ ಪ್ರಯೋಜನಗಳು: [160, 505, 276, 524]
method-title: ಮಾಡುವ ವಿಧಾನ: [286, 145, 431, 163]
paper-name-text: ಸಂಜೆ ಮುಗಿಲು: [40, 10, 103, 24]
rashi-entry: [350, 1274, 502, 1302]
poster-world: WORLD: [662, 1252, 692, 1260]
